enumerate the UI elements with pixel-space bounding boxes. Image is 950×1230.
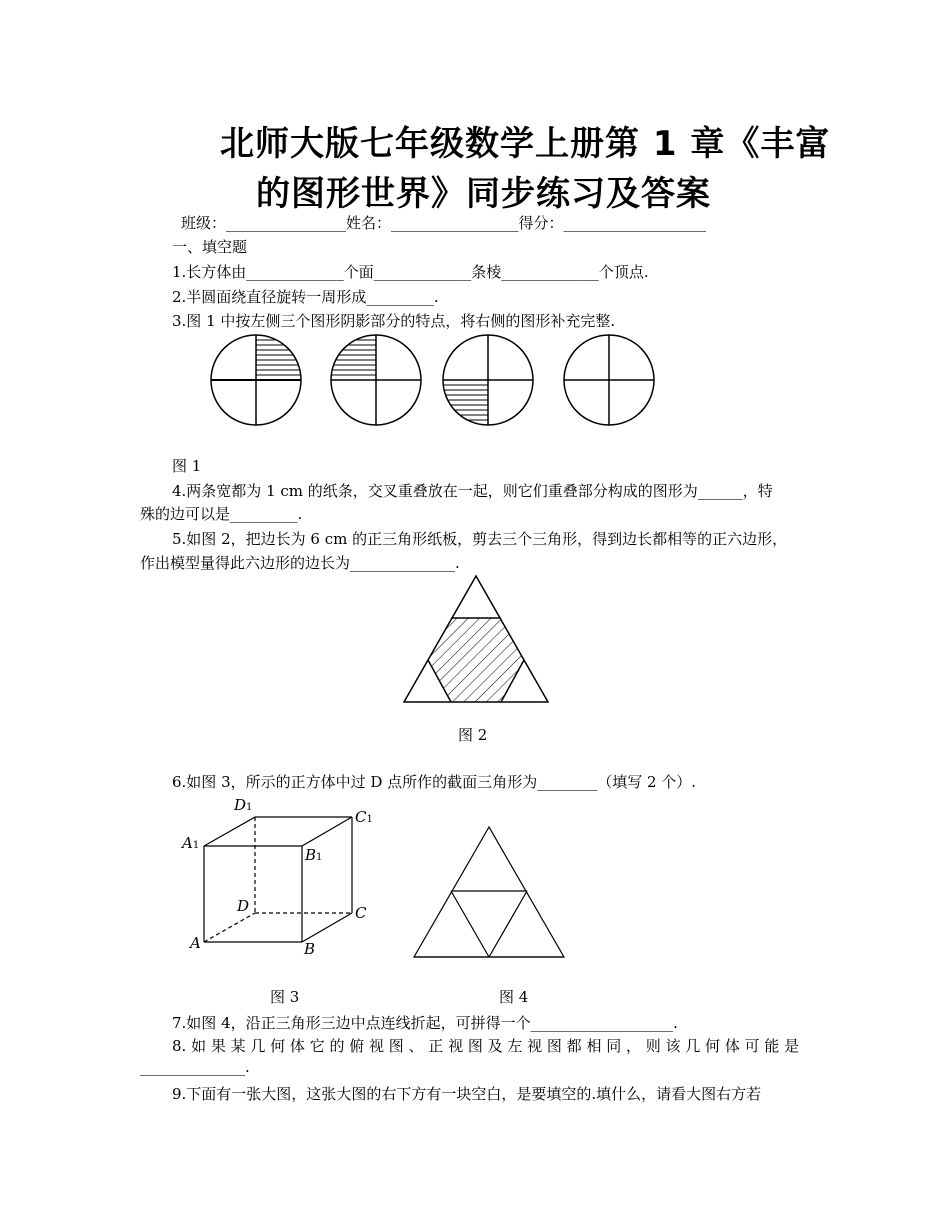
- score-blank: ___________________: [563, 214, 707, 232]
- name-label: 姓名：: [346, 214, 392, 232]
- label-a: A: [190, 934, 201, 952]
- question-7: 7.如图 4，沿正三角形三边中点连线折起，可拼得一个___________________.: [172, 1014, 678, 1032]
- question-4-line1: 4.两条宽都为 1 cm 的纸条，交叉重叠放在一起，则它们重叠部分构成的图形为______，特: [172, 482, 773, 500]
- figure-2: [404, 576, 548, 702]
- class-blank: ________________: [226, 214, 347, 232]
- question-9: 9.下面有一张大图，这张大图的右下方有一块空白，是要填空的.填什么，请看大图右方若: [172, 1085, 762, 1103]
- question-1: 1.长方体由_____________个面_____________条棱_____________个顶点.: [172, 263, 649, 281]
- figure-3-caption: 图 3: [270, 988, 300, 1006]
- label-c: C: [355, 904, 367, 922]
- question-2: 2.半圆面绕直径旋转一周形成_________.: [172, 288, 439, 306]
- figure-4: [414, 827, 564, 957]
- circle-4: [564, 335, 654, 425]
- page-title-line2: 的图形世界》同步练习及答案: [256, 174, 711, 214]
- figure-3-cube: [204, 817, 352, 942]
- label-d: D: [237, 897, 250, 915]
- circle-3: [443, 335, 533, 425]
- figure-1-caption: 图 1: [172, 457, 202, 475]
- question-5-line2: 作出模型量得此六边形的边长为______________.: [140, 554, 460, 572]
- circle-1: [211, 335, 301, 425]
- class-label: 班级：: [181, 214, 227, 232]
- question-8-line1: 8. 如 果 某 几 何 体 它 的 俯 视 图 、 正 视 图 及 左 视 图 都 相 同 ， 则 该 几 何 体 可 能 是: [172, 1037, 800, 1055]
- figure-2-caption: 图 2: [458, 726, 488, 744]
- label-b: B: [304, 940, 316, 958]
- question-8-line2: ______________.: [140, 1058, 250, 1076]
- label-b1: B1: [305, 846, 323, 864]
- question-6: 6.如图 3，所示的正方体中过 D 点所作的截面三角形为________（填写 2 个）.: [172, 773, 697, 791]
- circle-2: [331, 335, 421, 425]
- section-heading: 一、填空题: [172, 238, 248, 256]
- question-3: 3.图 1 中按左侧三个图形阴影部分的特点，将右侧的图形补充完整.: [172, 312, 616, 330]
- label-c1: C1: [355, 808, 373, 826]
- name-blank: _________________: [391, 214, 519, 232]
- figure-4-caption: 图 4: [499, 988, 529, 1006]
- label-a1: A1: [182, 834, 200, 852]
- page-title-line1: 北师大版七年级数学上册第 1 章《丰富: [220, 124, 831, 164]
- question-5-line1: 5.如图 2，把边长为 6 cm 的正三角形纸板，剪去三个三角形，得到边长都相等的正六边形，: [172, 530, 788, 548]
- question-4-line2: 殊的边可以是_________.: [140, 505, 303, 523]
- label-d1: D1: [234, 796, 253, 814]
- score-label: 得分：: [518, 214, 564, 232]
